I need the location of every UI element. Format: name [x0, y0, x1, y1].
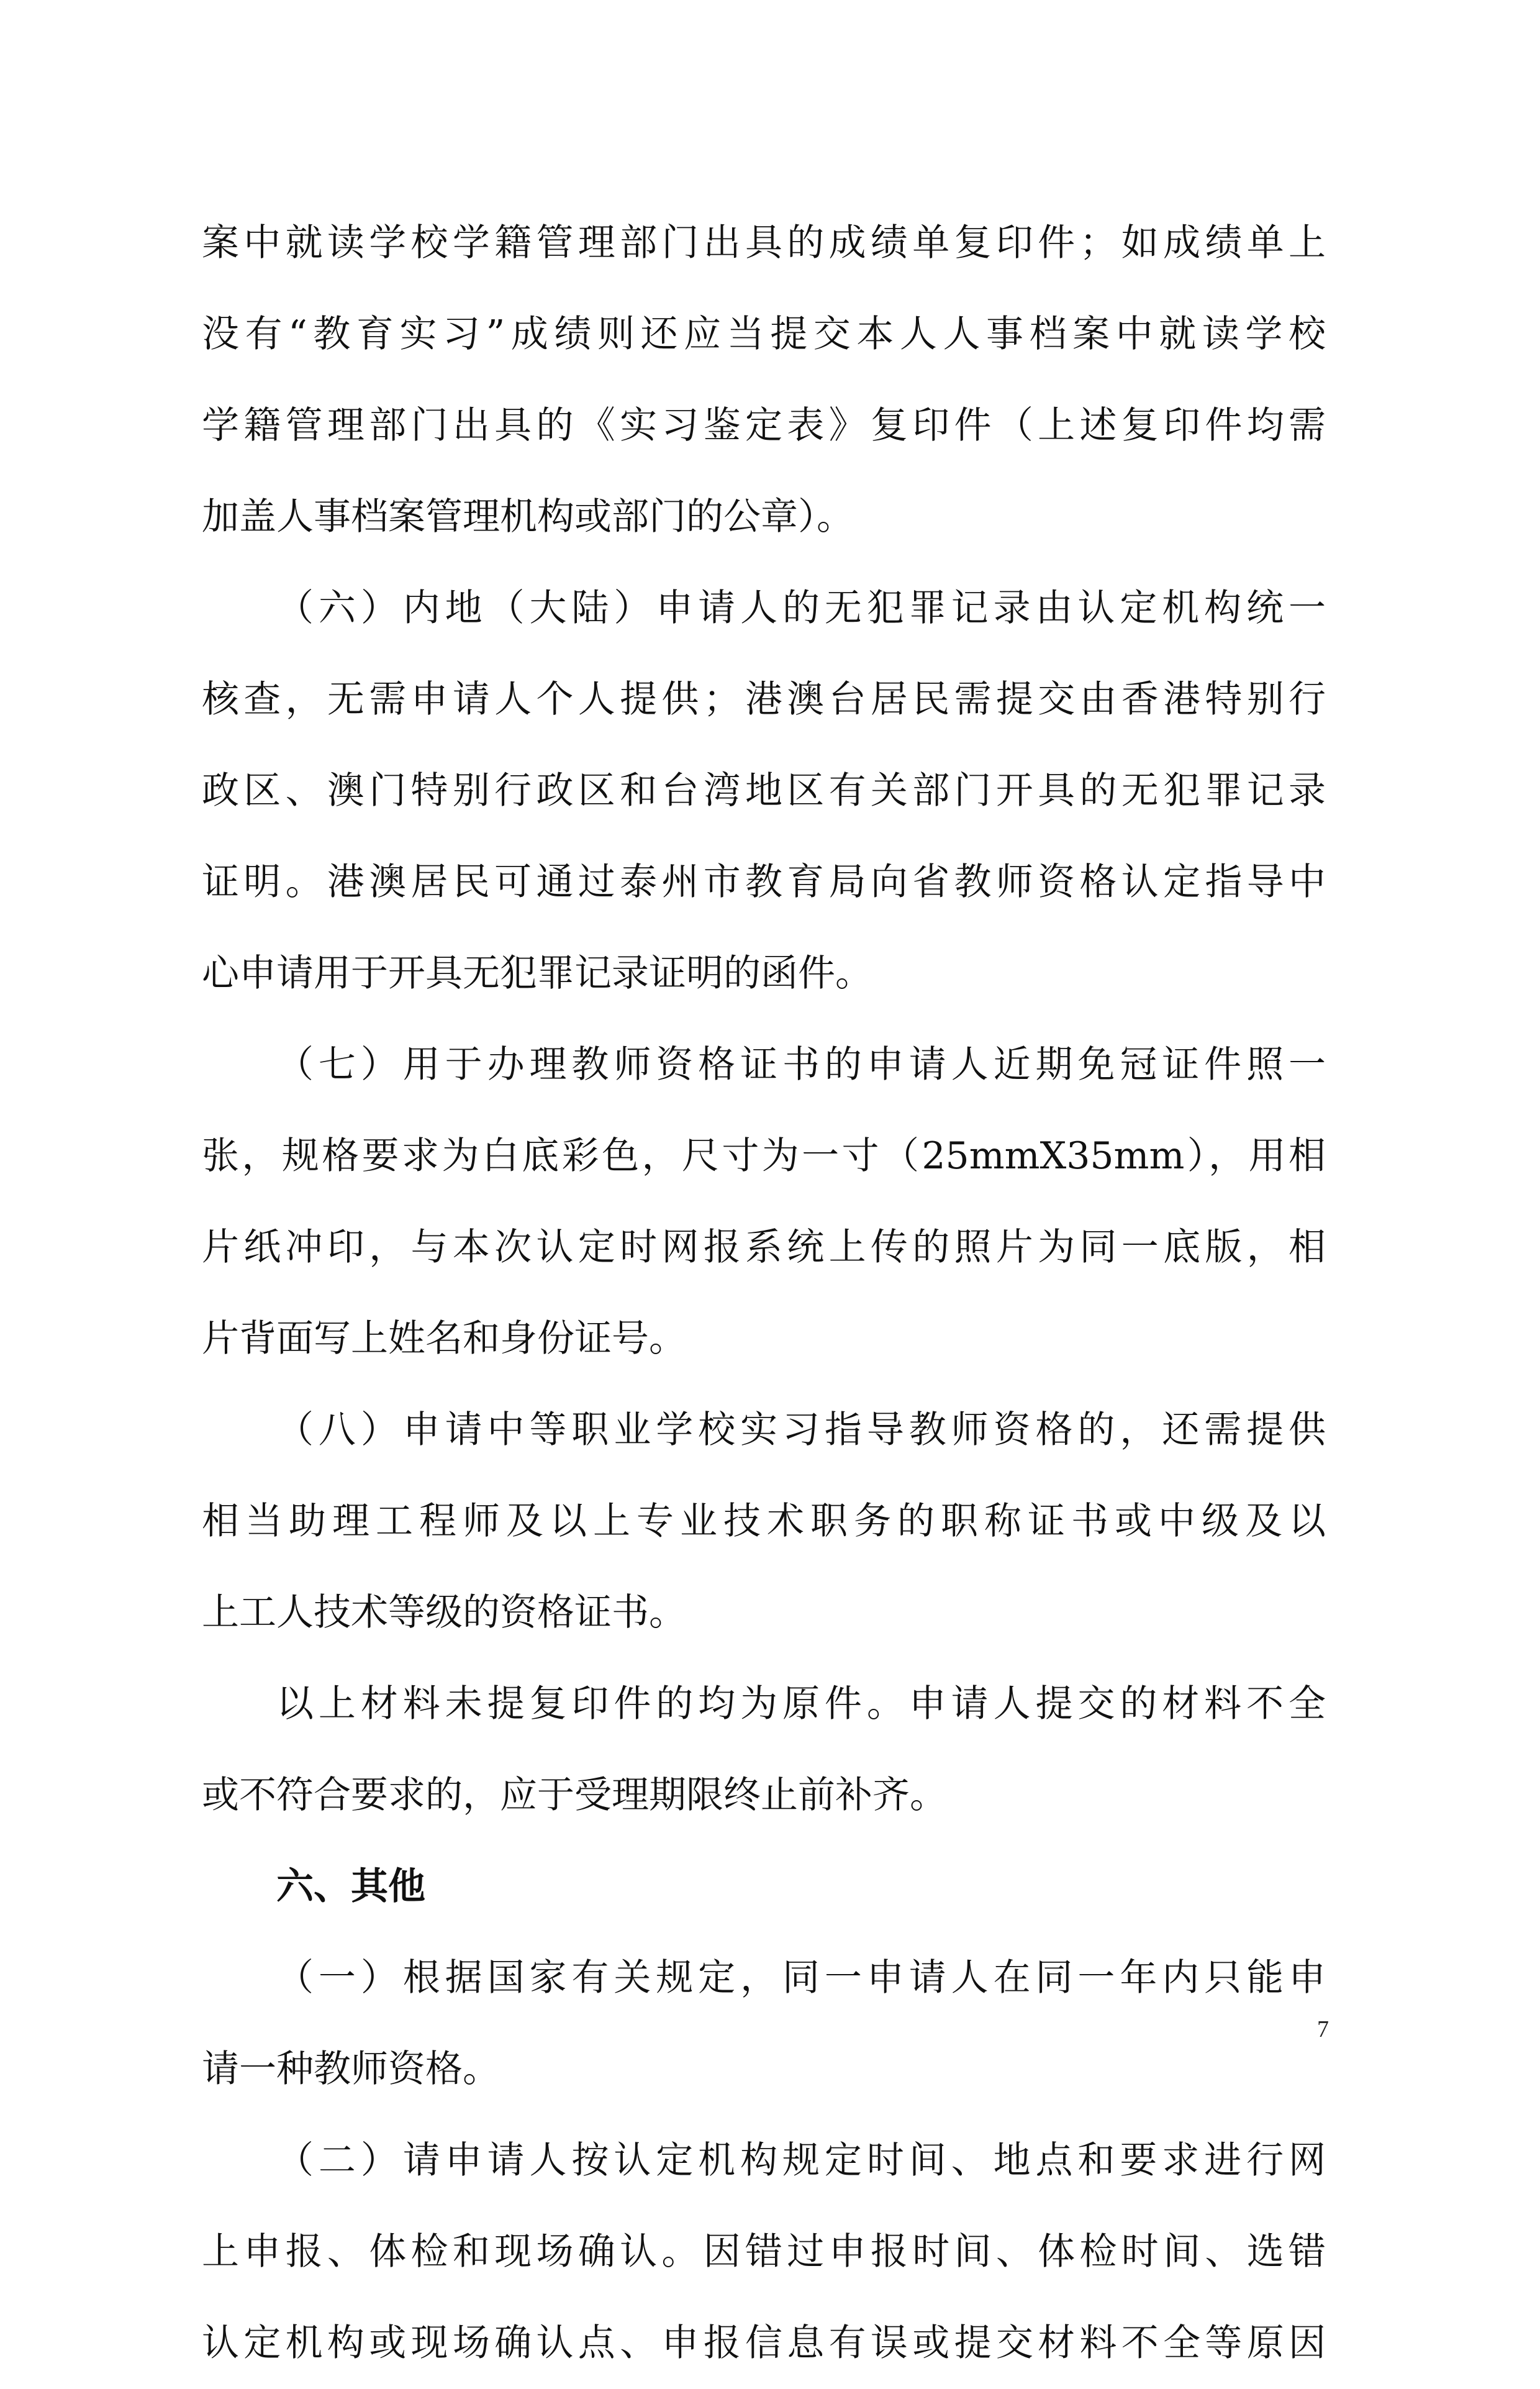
- page-number: 7: [1317, 2016, 1329, 2042]
- text-line-12: 片纸冲印，与本次认定时网报系统上传的照片为同一底版，相: [202, 1226, 1326, 1269]
- item-eight-start: （八）申请中等职业学校实习指导教师资格的，还需提供: [276, 1408, 1326, 1452]
- text-line-6: 核查，无需申请人个人提供；港澳台居民需提交由香港特别行: [202, 678, 1326, 721]
- item-six-start: （六）内地（大陆）申请人的无犯罪记录由认定机构统一: [276, 586, 1326, 630]
- text-line-21: 请一种教师资格。: [202, 2047, 500, 2091]
- text-line-9: 心申请用于开具无犯罪记录证明的函件。: [202, 952, 872, 995]
- text-line-24: 认定机构或现场确认点、申报信息有误或提交材料不全等原因: [202, 2321, 1326, 2365]
- text-line-15: 相当助理工程师及以上专业技术职务的职称证书或中级及以: [202, 1499, 1326, 1543]
- other-item-two-start: （二）请申请人按认定机构规定时间、地点和要求进行网: [276, 2139, 1326, 2182]
- text-line-23: 上申报、体检和现场确认。因错过申报时间、体检时间、选错: [202, 2230, 1326, 2273]
- item-seven-start: （七）用于办理教师资格证书的申请人近期免冠证件照一: [276, 1043, 1326, 1086]
- text-line-7: 政区、澳门特别行政区和台湾地区有关部门开具的无犯罪记录: [202, 769, 1326, 812]
- document-body: [202, 198, 1326, 2389]
- text-line-18: 或不符合要求的，应于受理期限终止前补齐。: [202, 1773, 947, 1817]
- text-line-8: 证明。港澳居民可通过泰州市教育局向省教师资格认定指导中: [202, 860, 1326, 904]
- text-line-3: 学籍管理部门出具的《实习鉴定表》复印件（上述复印件均需: [202, 404, 1326, 447]
- text-line-1: 案中就读学校学籍管理部门出具的成绩单复印件；如成绩单上: [202, 221, 1326, 265]
- other-item-one-start: （一）根据国家有关规定，同一申请人在同一年内只能申: [276, 1956, 1326, 2000]
- text-line-13: 片背面写上姓名和身份证号。: [202, 1317, 686, 1360]
- text-line-11: 张，规格要求为白底彩色，尺寸为一寸（25mmX35mm），用相: [202, 1134, 1326, 1178]
- text-line-4: 加盖人事档案管理机构或部门的公章）。: [202, 495, 854, 539]
- text-line-16: 上工人技术等级的资格证书。: [202, 1591, 686, 1634]
- section-heading-other: 六、其他: [276, 1865, 425, 1908]
- text-line-2: 没有“教育实习”成绩则还应当提交本人人事档案中就读学校: [202, 312, 1326, 356]
- materials-note-start: 以上材料未提复印件的均为原件。申请人提交的材料不全: [276, 1682, 1326, 1726]
